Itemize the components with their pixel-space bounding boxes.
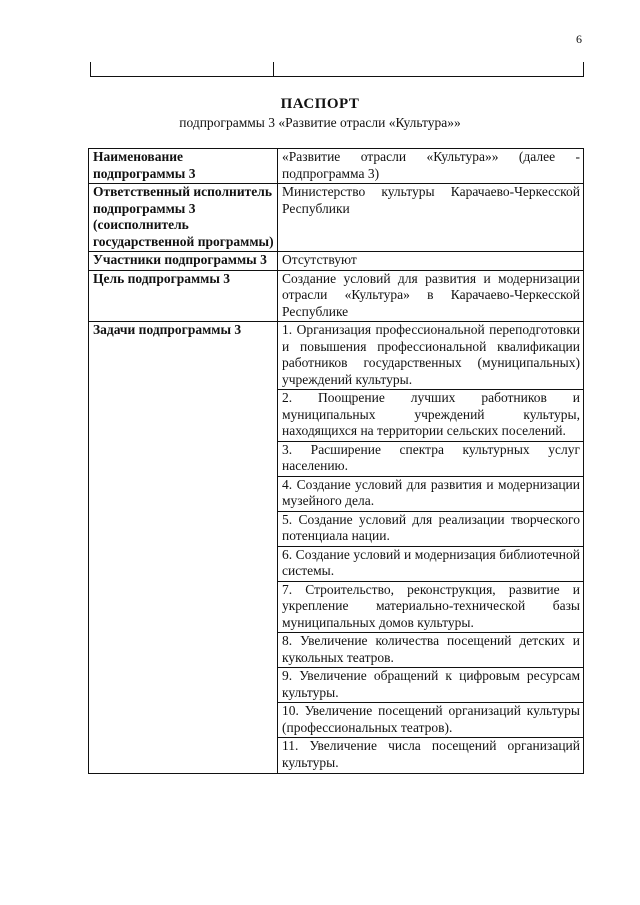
row-value-name: «Развитие отрасли «Культура»» (далее - подпрограмма 3) [278,149,584,184]
row-label-responsible: Ответственный исполнитель подпрограммы 3 (соисполнитель государственной программы) [89,184,278,252]
row-value-goal: Создание условий для развития и модернизации отрасли «Культура» в Карачаево-Черкесской Республике [278,270,584,322]
row-label-participants: Участники подпрограммы 3 [89,252,278,271]
table-row [89,322,584,774]
document-title: ПАСПОРТ [280,96,360,112]
row-label-tasks: Задачи подпрограммы 3 [89,322,278,774]
row-value-responsible: Министерство культуры Карачаево-Черкесской Республики [278,184,584,252]
table-border-right [583,62,584,76]
task-item: 6. Создание условий и модернизация библиотечной системы. [278,547,583,582]
task-item: 8. Увеличение количества посещений детских и кукольных театров. [278,633,583,668]
passport-table [88,148,584,774]
task-item: 1. Организация профессиональной переподготовки и повышения профессиональной квалификации работников государственных (муниципальных) учреждений культуры. [278,322,583,390]
task-item: 11. Увеличение числа посещений организаций культуры. [282,738,580,770]
row-label-name: Наименование подпрограммы 3 [89,149,278,184]
task-item: 9. Увеличение обращений к цифровым ресурсам культуры. [278,668,583,703]
task-item: 7. Строительство, реконструкция, развитие и укрепление материально-технической базы муниципальных домов культуры. [278,582,583,634]
task-item: 4. Создание условий для развития и модернизации музейного дела. [278,477,583,512]
table-row [89,252,584,271]
document-subtitle: подпрограммы 3 «Развитие отрасли «Культура»» [179,115,461,130]
table-row [89,149,584,184]
table-border-middle [273,62,274,76]
row-label-goal: Цель подпрограммы 3 [89,270,278,322]
page-number: 6 [576,32,582,46]
task-item: 2. Поощрение лучших работников и муниципальных учреждений культуры, находящихся на территории сельских поселений. [278,390,583,442]
row-value-tasks [278,322,584,774]
task-item: 5. Создание условий для реализации творческого потенциала нации. [278,512,583,547]
previous-table-fragment [90,62,584,77]
table-row [89,270,584,322]
row-value-participants: Отсутствуют [278,252,584,271]
table-border-left [90,62,91,76]
task-item: 3. Расширение спектра культурных услуг населению. [278,442,583,477]
table-row [89,184,584,252]
task-item: 10. Увеличение посещений организаций культуры (профессиональных театров). [278,703,583,738]
